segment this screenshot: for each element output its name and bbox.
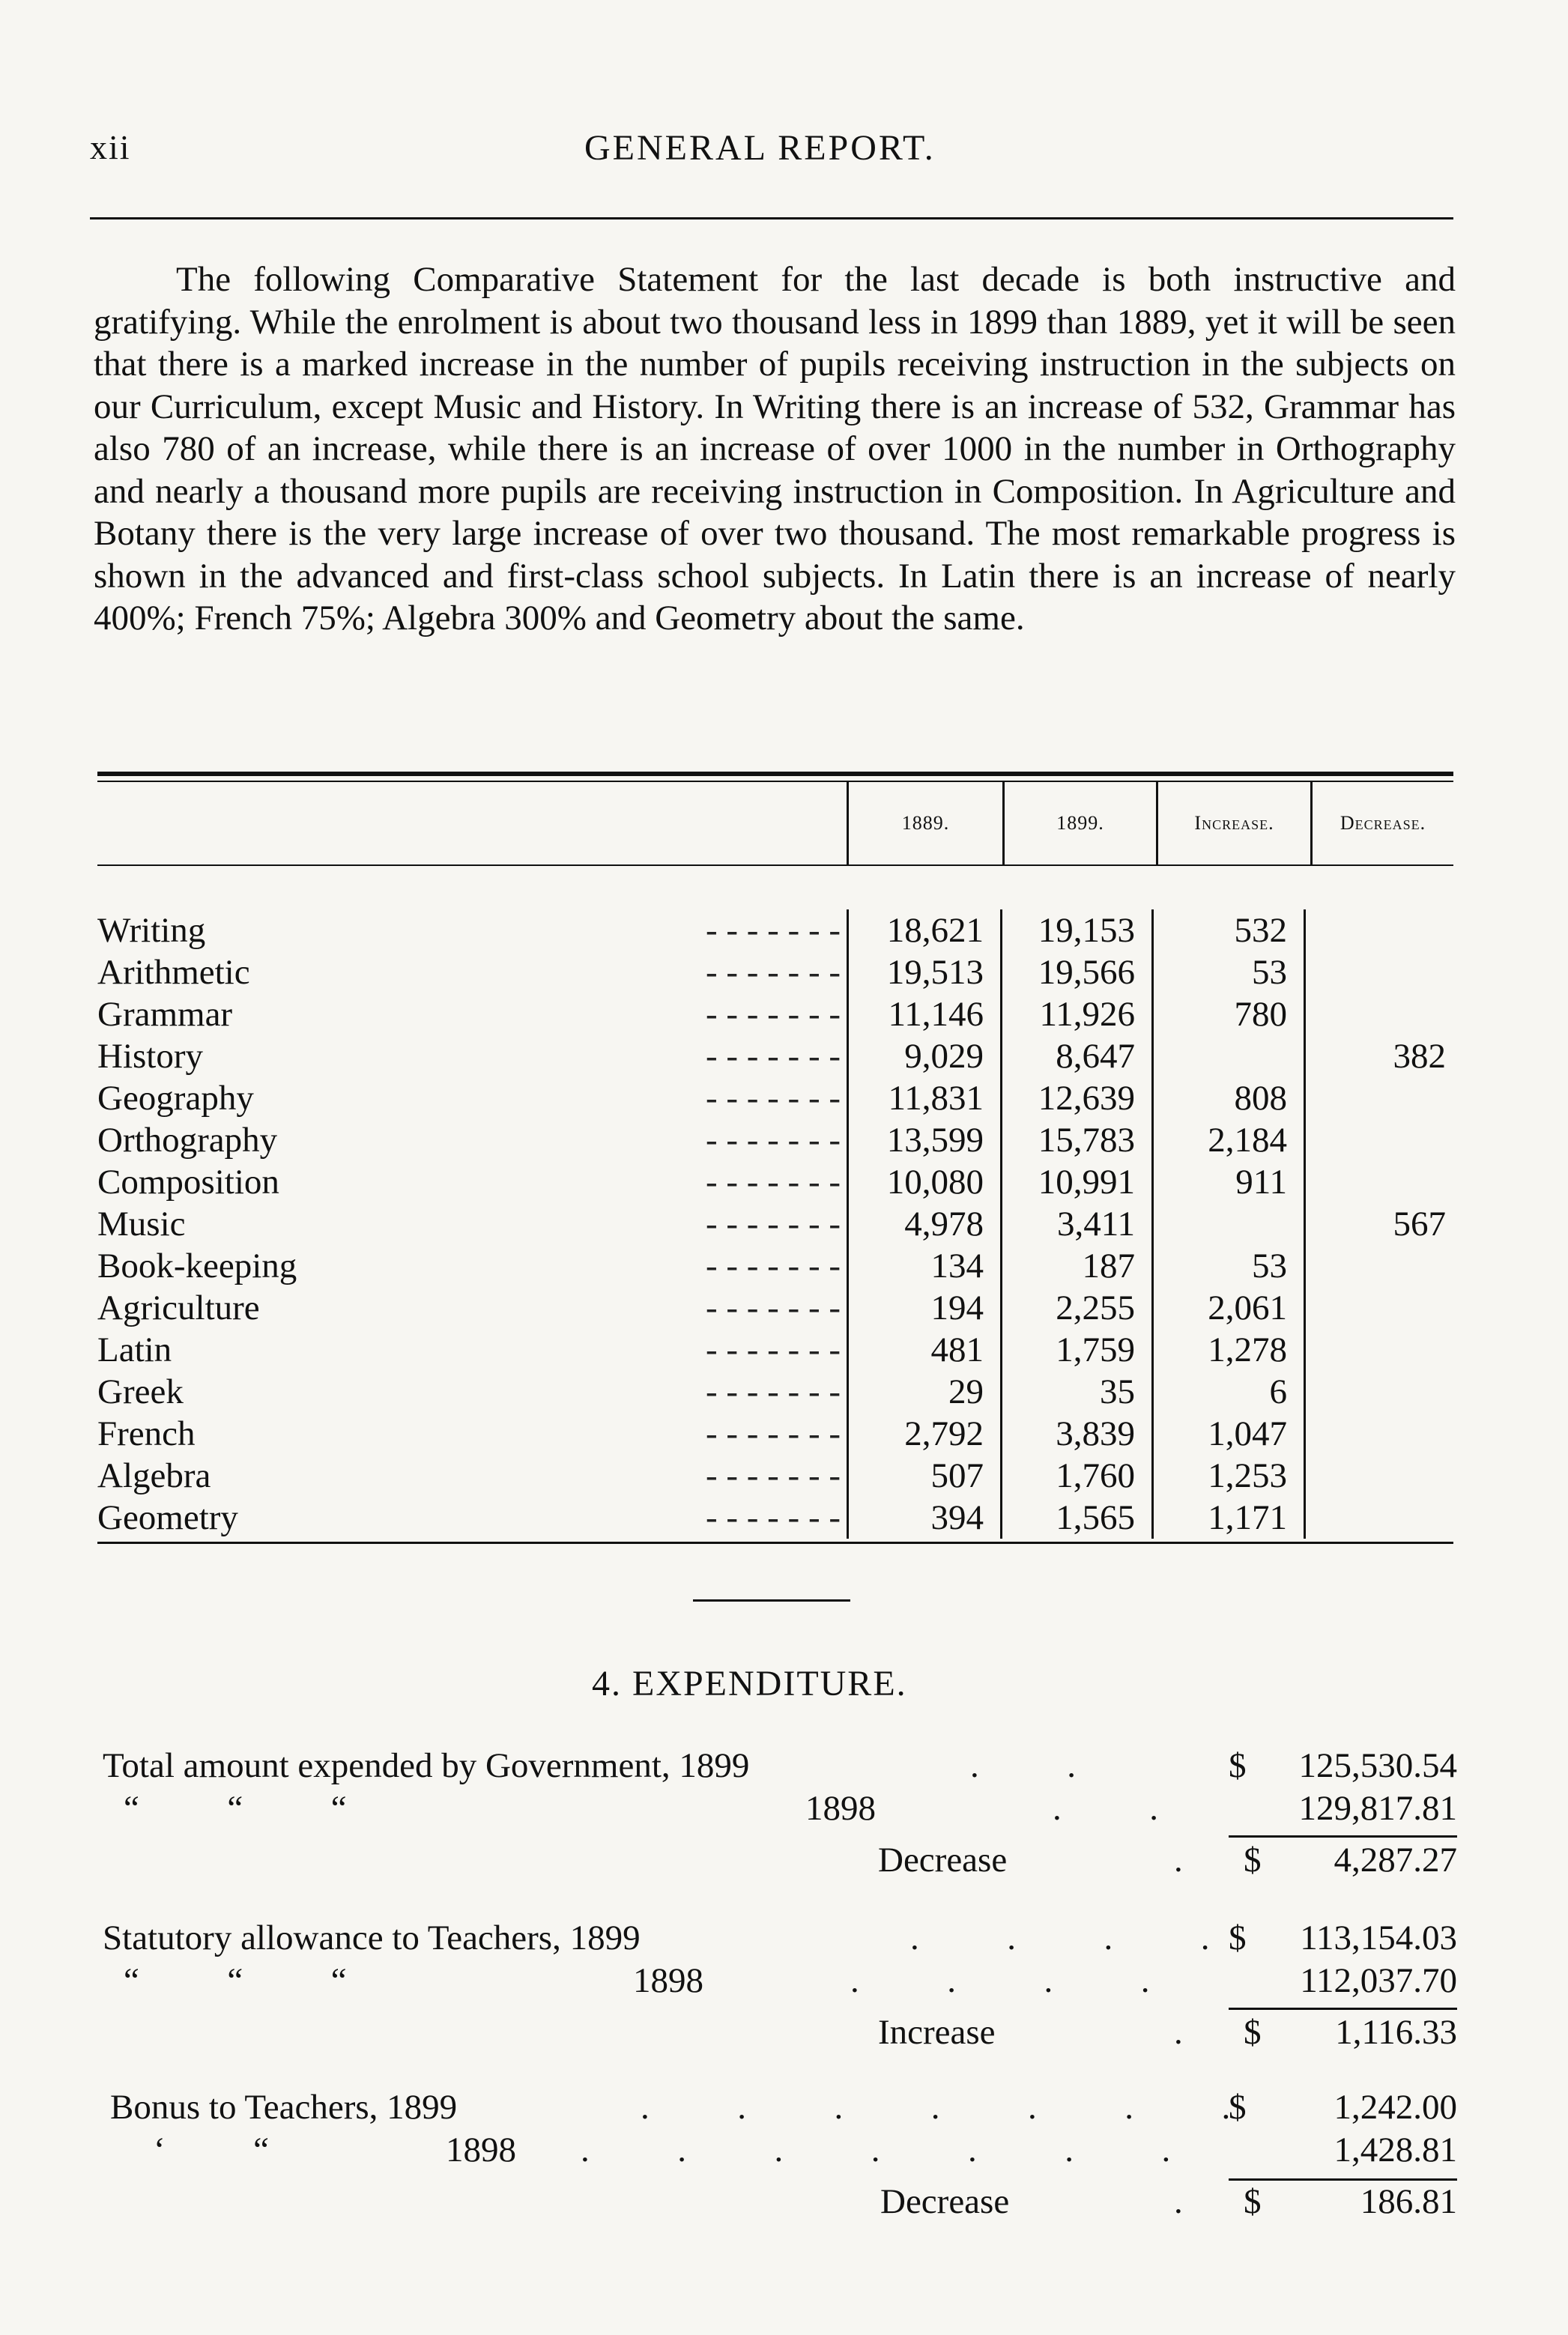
value-decrease bbox=[1304, 1287, 1453, 1329]
value-increase: 808 bbox=[1151, 1077, 1304, 1119]
table-row bbox=[97, 1035, 1453, 1077]
leader-dashes: - - - - - - - bbox=[705, 995, 841, 1034]
value-1889: 481 bbox=[847, 1329, 1000, 1371]
table-row bbox=[97, 1077, 1453, 1119]
stat-result-amount: 1,116.33 bbox=[1335, 2013, 1457, 2052]
value-increase: 53 bbox=[1151, 1245, 1304, 1287]
value-increase: 2,184 bbox=[1151, 1119, 1304, 1161]
value-increase: 53 bbox=[1151, 951, 1304, 993]
gov-sum-rule bbox=[1229, 1835, 1457, 1838]
table-bottom-rule bbox=[97, 1542, 1453, 1544]
subject-cell bbox=[97, 1077, 847, 1119]
value-decrease: 567 bbox=[1304, 1203, 1453, 1245]
subject-cell bbox=[97, 1287, 847, 1329]
value-decrease bbox=[1304, 1455, 1453, 1497]
value-1889: 507 bbox=[847, 1455, 1000, 1497]
table-row bbox=[97, 1329, 1453, 1371]
page-number: xii bbox=[90, 128, 131, 166]
stat-amount-1899: 113,154.03 bbox=[1300, 1918, 1457, 1957]
gov-amount-1898: 129,817.81 bbox=[1298, 1789, 1457, 1828]
leader-dashes: - - - - - - - bbox=[705, 1037, 841, 1076]
value-decrease bbox=[1304, 1161, 1453, 1203]
value-1889: 394 bbox=[847, 1497, 1000, 1539]
bonus-currency-2: $ bbox=[1244, 2182, 1262, 2221]
value-1899: 2,255 bbox=[1000, 1287, 1151, 1329]
table-row bbox=[97, 1371, 1453, 1413]
subject-cell bbox=[97, 1035, 847, 1077]
value-decrease bbox=[1304, 1245, 1453, 1287]
value-increase bbox=[1151, 1203, 1304, 1245]
subject-name: Geography bbox=[97, 1079, 254, 1118]
subject-name: Book-keeping bbox=[97, 1247, 297, 1285]
value-1889: 134 bbox=[847, 1245, 1000, 1287]
value-decrease bbox=[1304, 1497, 1453, 1539]
table-top-rule bbox=[97, 772, 1453, 782]
stat-leader-result: . bbox=[1174, 2013, 1183, 2052]
gov-leader-result: . bbox=[1174, 1841, 1183, 1880]
stat-year-1898: 1898 bbox=[633, 1961, 703, 2000]
gov-leader-1898: . . bbox=[1053, 1789, 1158, 1828]
value-increase: 911 bbox=[1151, 1161, 1304, 1203]
value-increase: 6 bbox=[1151, 1371, 1304, 1413]
subject-name: History bbox=[97, 1037, 203, 1076]
subject-cell bbox=[97, 993, 847, 1035]
stat-label-1899: Statutory allowance to Teachers, 1899 bbox=[103, 1918, 641, 1957]
value-decrease bbox=[1304, 909, 1453, 951]
subject-cell bbox=[97, 909, 847, 951]
value-1899: 187 bbox=[1000, 1245, 1151, 1287]
subject-name: Algebra bbox=[97, 1456, 211, 1495]
value-1889: 10,080 bbox=[847, 1161, 1000, 1203]
bonus-ditto: ‘ “ bbox=[154, 2130, 270, 2169]
value-1889: 18,621 bbox=[847, 909, 1000, 951]
table-row bbox=[97, 1455, 1453, 1497]
header-increase: Increase. bbox=[1156, 782, 1310, 864]
comparative-statement-table bbox=[97, 772, 1453, 1544]
value-1889: 194 bbox=[847, 1287, 1000, 1329]
page-header bbox=[90, 127, 1456, 167]
subject-cell bbox=[97, 1161, 847, 1203]
gov-label-1899: Total amount expended by Government, 1899 bbox=[103, 1746, 750, 1785]
table-header-row bbox=[97, 782, 1453, 866]
value-decrease bbox=[1304, 951, 1453, 993]
value-increase: 2,061 bbox=[1151, 1287, 1304, 1329]
value-1889: 9,029 bbox=[847, 1035, 1000, 1077]
intro-paragraph bbox=[94, 258, 1456, 640]
subject-name: Writing bbox=[97, 911, 206, 950]
leader-dashes: - - - - - - - bbox=[705, 1121, 841, 1160]
value-1899: 10,991 bbox=[1000, 1161, 1151, 1203]
value-1899: 1,759 bbox=[1000, 1329, 1151, 1371]
subject-cell bbox=[97, 1497, 847, 1539]
table-row bbox=[97, 993, 1453, 1035]
gov-leader-1899: . . bbox=[970, 1746, 1076, 1785]
subject-cell bbox=[97, 1455, 847, 1497]
value-1889: 13,599 bbox=[847, 1119, 1000, 1161]
value-1899: 1,760 bbox=[1000, 1455, 1151, 1497]
subject-cell bbox=[97, 951, 847, 993]
value-increase: 1,047 bbox=[1151, 1413, 1304, 1455]
value-decrease: 382 bbox=[1304, 1035, 1453, 1077]
value-increase bbox=[1151, 1035, 1304, 1077]
subject-cell bbox=[97, 1413, 847, 1455]
value-decrease bbox=[1304, 1329, 1453, 1371]
value-1899: 19,153 bbox=[1000, 909, 1151, 951]
subject-name: Music bbox=[97, 1205, 186, 1244]
subject-name: Grammar bbox=[97, 995, 233, 1034]
subject-name: Latin bbox=[97, 1330, 172, 1369]
leader-dashes: - - - - - - - bbox=[705, 1372, 841, 1411]
gov-result-amount: 4,287.27 bbox=[1334, 1841, 1457, 1880]
header-rule bbox=[90, 217, 1453, 219]
subject-name: Geometry bbox=[97, 1498, 238, 1537]
table-body bbox=[97, 909, 1453, 1539]
bonus-leader-result: . bbox=[1174, 2182, 1183, 2221]
value-1889: 19,513 bbox=[847, 951, 1000, 993]
value-1889: 11,831 bbox=[847, 1077, 1000, 1119]
subject-cell bbox=[97, 1371, 847, 1413]
subject-name: Greek bbox=[97, 1372, 184, 1411]
value-1899: 35 bbox=[1000, 1371, 1151, 1413]
leader-dashes: - - - - - - - bbox=[705, 1498, 841, 1537]
value-decrease bbox=[1304, 1119, 1453, 1161]
value-increase: 780 bbox=[1151, 993, 1304, 1035]
bonus-amount-1898: 1,428.81 bbox=[1334, 2130, 1457, 2169]
table-row bbox=[97, 909, 1453, 951]
value-1899: 19,566 bbox=[1000, 951, 1151, 993]
gov-result-label: Decrease bbox=[878, 1841, 1008, 1880]
stat-sum-rule bbox=[1229, 2008, 1457, 2010]
subject-cell bbox=[97, 1203, 847, 1245]
table-row bbox=[97, 1287, 1453, 1329]
leader-dashes: - - - - - - - bbox=[705, 953, 841, 992]
gov-ditto: “ “ “ bbox=[124, 1789, 347, 1828]
value-1899: 3,839 bbox=[1000, 1413, 1151, 1455]
table-row bbox=[97, 1413, 1453, 1455]
table-row bbox=[97, 1203, 1453, 1245]
value-1899: 8,647 bbox=[1000, 1035, 1151, 1077]
header-1899: 1899. bbox=[1002, 782, 1156, 864]
stat-currency-2: $ bbox=[1244, 2013, 1262, 2052]
table-row bbox=[97, 1497, 1453, 1539]
stat-currency-1: $ bbox=[1229, 1918, 1247, 1957]
stat-result-label: Increase bbox=[878, 2013, 996, 2052]
header-decrease: Decrease. bbox=[1310, 782, 1453, 864]
leader-dashes: - - - - - - - bbox=[705, 1288, 841, 1327]
bonus-leader-1898: . . . . . . . bbox=[581, 2130, 1171, 2169]
bonus-result-amount: 186.81 bbox=[1360, 2182, 1457, 2221]
table-row bbox=[97, 1245, 1453, 1287]
leader-dashes: - - - - - - - bbox=[705, 1079, 841, 1118]
subject-name: Agriculture bbox=[97, 1288, 260, 1327]
subject-cell bbox=[97, 1245, 847, 1287]
value-1889: 11,146 bbox=[847, 993, 1000, 1035]
value-1889: 2,792 bbox=[847, 1413, 1000, 1455]
gov-year-1898: 1898 bbox=[805, 1789, 876, 1828]
running-title: GENERAL REPORT. bbox=[584, 128, 936, 168]
stat-leader-1899: . . . . bbox=[910, 1918, 1210, 1957]
header-stub bbox=[97, 782, 847, 864]
value-increase: 1,278 bbox=[1151, 1329, 1304, 1371]
value-decrease bbox=[1304, 1077, 1453, 1119]
section-title: 4. EXPENDITURE. bbox=[592, 1664, 907, 1703]
value-decrease bbox=[1304, 993, 1453, 1035]
bonus-year-1898: 1898 bbox=[446, 2130, 516, 2169]
value-increase: 1,253 bbox=[1151, 1455, 1304, 1497]
bonus-sum-rule bbox=[1229, 2178, 1457, 2181]
subject-name: French bbox=[97, 1414, 196, 1453]
bonus-label-1899: Bonus to Teachers, 1899 bbox=[110, 2088, 458, 2127]
value-1889: 4,978 bbox=[847, 1203, 1000, 1245]
subject-name: Orthography bbox=[97, 1121, 278, 1160]
leader-dashes: - - - - - - - bbox=[705, 1163, 841, 1202]
stat-ditto: “ “ “ bbox=[124, 1961, 347, 2000]
header-1889: 1889. bbox=[847, 782, 1002, 864]
value-decrease bbox=[1304, 1413, 1453, 1455]
intro-text: The following Comparative Statement for the last decade is both instructive and gratifying. While the enrolment is about two thousand less in 1899 than 1889, yet it will be seen that there is a marked increase in the number of pupils receiving instruction in the subjects on our Curriculum, except Music and History. In Writing there is an increase of 532, Grammar has also 780 of an increase, while there is an increase of over 1000 in the number in Orthography and nearly a thousand more pupils are receiving instruction in Composition. In Agriculture and Botany there is the very large increase of over two thousand. The most remarkable progress is shown in the advanced and first-class school subjects. In Latin there is an increase of nearly 400%; French 75%; Algebra 300% and Geometry about the same. bbox=[94, 260, 1456, 637]
bonus-currency-1: $ bbox=[1229, 2088, 1247, 2127]
leader-dashes: - - - - - - - bbox=[705, 1414, 841, 1453]
bonus-leader-1899: . . . . . . . bbox=[641, 2088, 1231, 2127]
subject-cell bbox=[97, 1329, 847, 1371]
stat-amount-1898: 112,037.70 bbox=[1300, 1961, 1457, 2000]
bonus-result-label: Decrease bbox=[880, 2182, 1010, 2221]
table-row bbox=[97, 1119, 1453, 1161]
table-row bbox=[97, 951, 1453, 993]
value-1899: 1,565 bbox=[1000, 1497, 1151, 1539]
value-1899: 11,926 bbox=[1000, 993, 1151, 1035]
gov-amount-1899: 125,530.54 bbox=[1298, 1746, 1457, 1785]
value-1889: 29 bbox=[847, 1371, 1000, 1413]
leader-dashes: - - - - - - - bbox=[705, 911, 841, 950]
leader-dashes: - - - - - - - bbox=[705, 1247, 841, 1285]
subject-cell bbox=[97, 1119, 847, 1161]
stat-leader-1898: . . . . bbox=[850, 1961, 1150, 2000]
leader-dashes: - - - - - - - bbox=[705, 1205, 841, 1244]
table-row bbox=[97, 1161, 1453, 1203]
value-1899: 12,639 bbox=[1000, 1077, 1151, 1119]
gov-currency-2: $ bbox=[1244, 1841, 1262, 1880]
subject-name: Arithmetic bbox=[97, 953, 250, 992]
value-1899: 15,783 bbox=[1000, 1119, 1151, 1161]
gov-currency-1: $ bbox=[1229, 1746, 1247, 1785]
value-increase: 1,171 bbox=[1151, 1497, 1304, 1539]
section-divider bbox=[693, 1599, 850, 1602]
leader-dashes: - - - - - - - bbox=[705, 1456, 841, 1495]
value-1899: 3,411 bbox=[1000, 1203, 1151, 1245]
leader-dashes: - - - - - - - bbox=[705, 1330, 841, 1369]
value-increase: 532 bbox=[1151, 909, 1304, 951]
subject-name: Composition bbox=[97, 1163, 279, 1202]
value-decrease bbox=[1304, 1371, 1453, 1413]
bonus-amount-1899: 1,242.00 bbox=[1334, 2088, 1457, 2127]
